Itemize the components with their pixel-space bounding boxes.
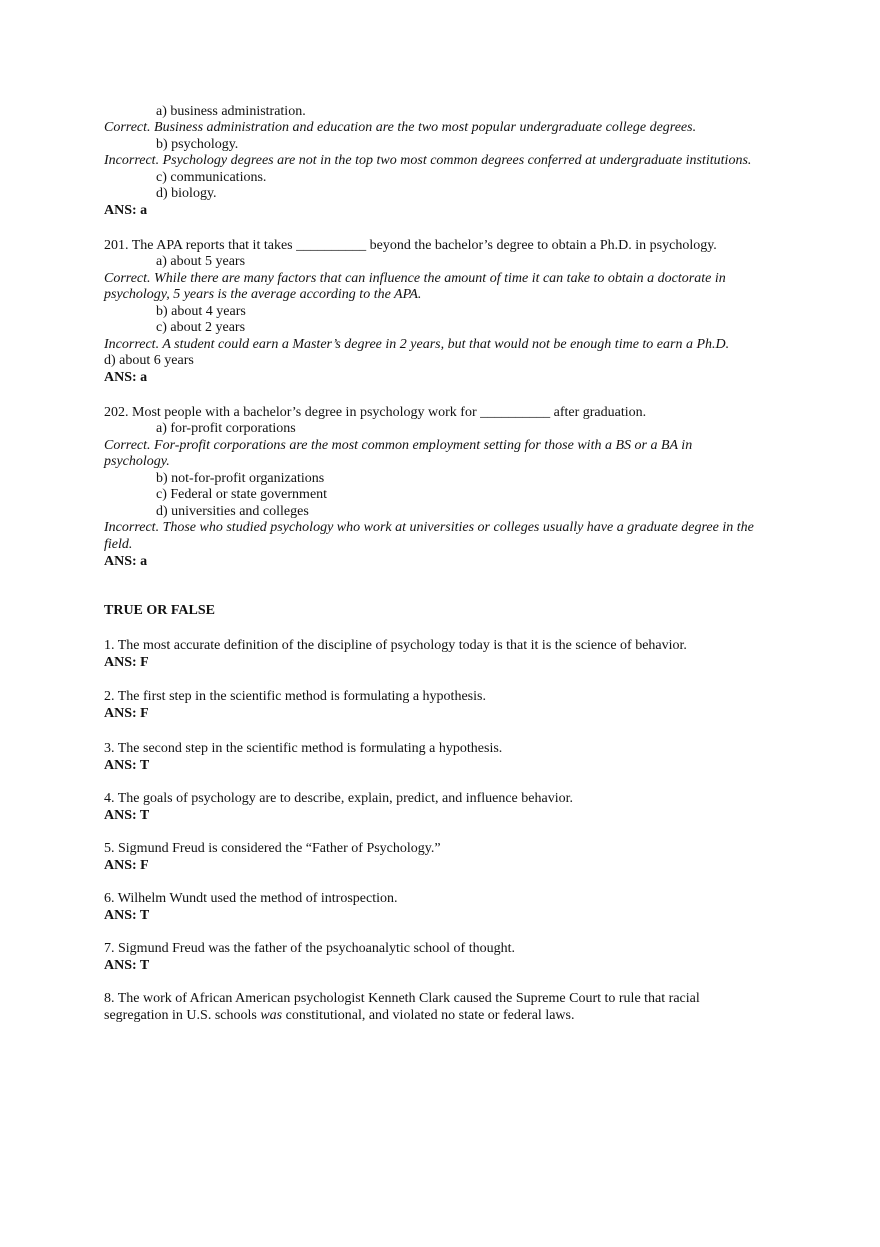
tf-question-3: 3. The second step in the scientific method is formulating a hypothesis. bbox=[104, 741, 503, 756]
q200-option-d: d) biology. bbox=[156, 186, 217, 201]
q200-option-a: a) business administration. bbox=[156, 104, 306, 119]
q200-feedback-b: Incorrect. Psychology degrees are not in the top two most common degrees conferred at undergraduate institutions. bbox=[104, 153, 752, 168]
tf-question-1: 1. The most accurate definition of the discipline of psychology today is that it is the science of behavior. bbox=[104, 638, 687, 653]
tf-question-6: 6. Wilhelm Wundt used the method of introspection. bbox=[104, 891, 398, 906]
q202-feedback-d-line1: Incorrect. Those who studied psychology who work at universities or colleges usually have a graduate degree in the bbox=[104, 520, 754, 535]
q202-feedback-a-line2: psychology. bbox=[104, 454, 170, 469]
tf-question-8-emphasis: was bbox=[260, 1008, 283, 1023]
section-heading: TRUE OR FALSE bbox=[104, 603, 215, 618]
tf-question-7: 7. Sigmund Freud was the father of the psychoanalytic school of thought. bbox=[104, 941, 515, 956]
tf-question-2: 2. The first step in the scientific method is formulating a hypothesis. bbox=[104, 689, 486, 704]
q201-option-c: c) about 2 years bbox=[156, 320, 246, 335]
tf-answer-7: ANS: T bbox=[104, 958, 150, 973]
tf-question-8-text-a: segregation in U.S. schools bbox=[104, 1008, 261, 1023]
tf-answer-5: ANS: F bbox=[104, 858, 149, 873]
q202-feedback-a-line1: Correct. For-profit corporations are the most common employment setting for those with a BS or a BA in bbox=[104, 438, 693, 453]
q200-option-b: b) psychology. bbox=[156, 137, 239, 152]
q201-feedback-a-line2: psychology, 5 years is the average according to the APA. bbox=[104, 287, 422, 302]
q202-option-a: a) for-profit corporations bbox=[156, 421, 296, 436]
q202-option-c: c) Federal or state government bbox=[156, 487, 328, 502]
tf-question-8-line1: 8. The work of African American psychologist Kenneth Clark caused the Supreme Court to rule that racial bbox=[104, 991, 700, 1006]
tf-question-5: 5. Sigmund Freud is considered the “Father of Psychology.” bbox=[104, 841, 441, 856]
q201-stem: 201. The APA reports that it takes __________ beyond the bachelor’s degree to obtain a Ph.D. in psychology. bbox=[104, 238, 717, 253]
tf-answer-6: ANS: T bbox=[104, 908, 150, 923]
tf-answer-1: ANS: F bbox=[104, 655, 149, 670]
q202-option-b: b) not-for-profit organizations bbox=[156, 471, 325, 486]
q202-stem: 202. Most people with a bachelor’s degree in psychology work for __________ after graduation. bbox=[104, 405, 647, 420]
tf-question-4: 4. The goals of psychology are to describe, explain, predict, and influence behavior. bbox=[104, 791, 573, 806]
tf-answer-2: ANS: F bbox=[104, 706, 149, 721]
q201-option-a: a) about 5 years bbox=[156, 254, 246, 269]
tf-question-8-line2 bbox=[104, 1008, 574, 1025]
q202-option-d: d) universities and colleges bbox=[156, 504, 309, 519]
q202-answer: ANS: a bbox=[104, 554, 148, 569]
q201-feedback-a-line1: Correct. While there are many factors that can influence the amount of time it can take to obtain a doctorate in bbox=[104, 271, 726, 286]
q200-answer: ANS: a bbox=[104, 203, 148, 218]
q201-option-d: d) about 6 years bbox=[104, 353, 194, 368]
q201-answer: ANS: a bbox=[104, 370, 148, 385]
q202-feedback-d-line2: field. bbox=[104, 537, 133, 552]
q200-feedback-a: Correct. Business administration and education are the two most popular undergraduate college degrees. bbox=[104, 120, 697, 135]
q201-feedback-c: Incorrect. A student could earn a Master’s degree in 2 years, but that would not be enough time to earn a Ph.D. bbox=[104, 337, 730, 352]
q200-option-c: c) communications. bbox=[156, 170, 267, 185]
tf-answer-3: ANS: T bbox=[104, 758, 150, 773]
q201-option-b: b) about 4 years bbox=[156, 304, 246, 319]
tf-question-8-text-b: constitutional, and violated no state or federal laws. bbox=[282, 1008, 575, 1023]
tf-answer-4: ANS: T bbox=[104, 808, 150, 823]
